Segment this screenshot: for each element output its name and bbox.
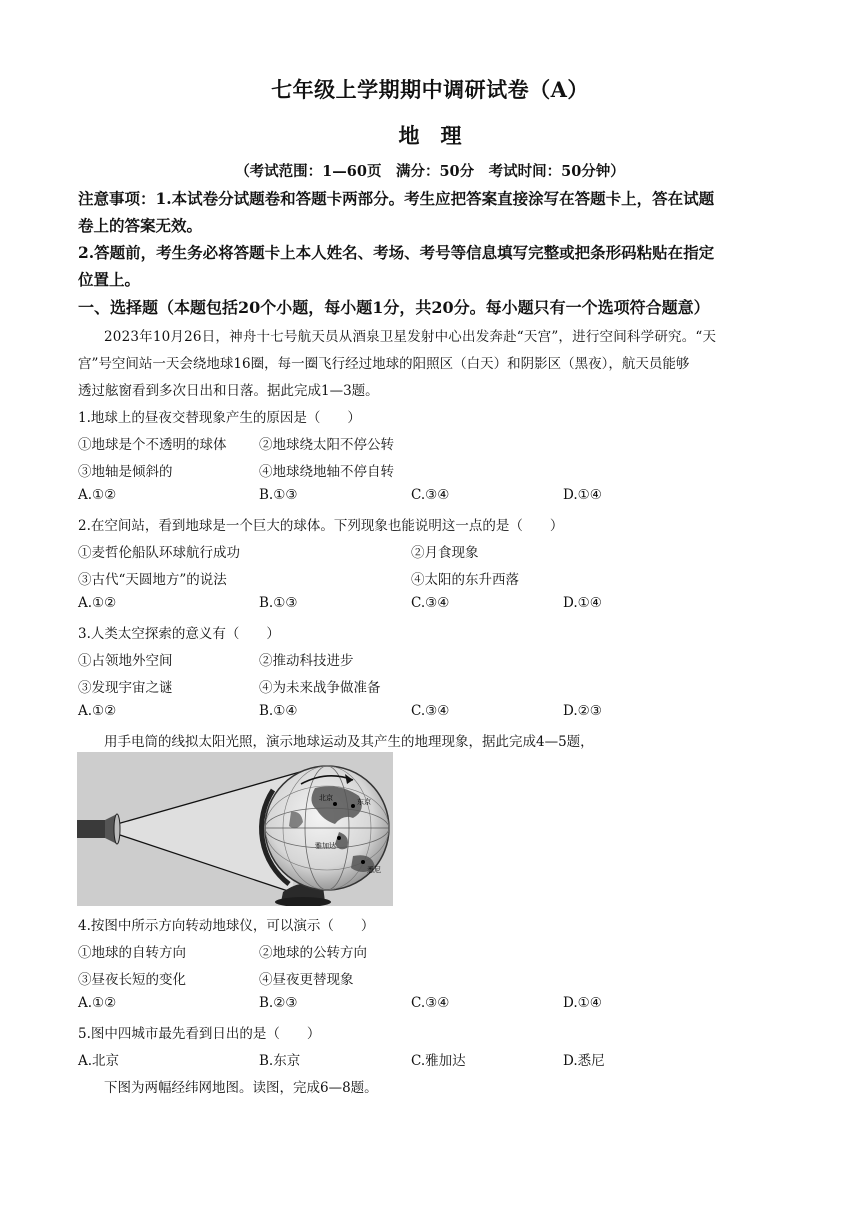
question-1-stem: 1.地球上的昼夜交替现象产生的原因是（ ） [78, 410, 361, 426]
q4-choice-a[interactable]: A.①② [78, 995, 117, 1011]
q4-choice-c[interactable]: C.③④ [411, 995, 450, 1011]
q1-choice-a[interactable]: A.①② [78, 487, 117, 503]
q2-statement-3: ③古代“天圆地方”的说法 [78, 572, 227, 588]
q1-statement-1: ①地球是个不透明的球体 [78, 437, 227, 453]
q3-choice-c[interactable]: C.③④ [411, 703, 450, 719]
q4-statement-2: ②地球的公转方向 [259, 945, 367, 961]
q3-choice-a[interactable]: A.①② [78, 703, 117, 719]
q4-statement-3: ③昼夜长短的变化 [78, 972, 186, 988]
exam-title: 七年级上学期期中调研试卷（A） [271, 77, 589, 102]
q3-choice-b[interactable]: B.①④ [259, 703, 298, 719]
q3-statement-3: ③发现宇宙之谜 [78, 680, 173, 696]
q2-statement-1: ①麦哲伦船队环球航行成功 [78, 545, 240, 561]
passage-1-line-2: 宫”号空间站一天会绕地球16圈，每一圈飞行经过地球的阳照区（白天）和阴影区（黑夜），航天员能够 [78, 356, 690, 372]
q2-choice-c[interactable]: C.③④ [411, 595, 450, 611]
globe-flashlight-illustration [77, 752, 393, 906]
passage-2-line-1: 用手电筒的线拟太阳光照，演示地球运动及其产生的地理现象，据此完成4—5题， [104, 734, 594, 750]
q3-statement-4: ④为未来战争做准备 [259, 680, 381, 696]
q2-statement-4: ④太阳的东升西落 [411, 572, 519, 588]
q1-choice-c[interactable]: C.③④ [411, 487, 450, 503]
q1-statement-4: ④地球绕地轴不停自转 [259, 464, 394, 480]
notice-line-3: 2.答题前，考生务必将答题卡上本人姓名、考场、考号等信息填写完整或把条形码粘贴在指定 [78, 243, 715, 262]
exam-scope: （考试范围：1—60页 满分：50分 考试时间：50分钟） [235, 163, 625, 180]
q3-statement-1: ①占领地外空间 [78, 653, 173, 669]
notice-line-1: 注意事项：1.本试卷分试题卷和答题卡两部分。考生应把答案直接涂写在答题卡上，答在试题 [78, 189, 715, 208]
q4-statement-1: ①地球的自转方向 [78, 945, 186, 961]
passage-3-line-1: 下图为两幅经纬网地图。读图，完成6—8题。 [104, 1080, 378, 1096]
q3-choice-d[interactable]: D.②③ [563, 703, 602, 719]
q5-choice-a[interactable]: A.北京 [78, 1053, 120, 1069]
question-3-stem: 3.人类太空探索的意义有（ ） [78, 626, 280, 642]
passage-1-line-1: 2023年10月26日，神舟十七号航天员从酒泉卫星发射中心出发奔赴“天宫”，进行空间科学研究。“天 [104, 329, 717, 345]
globe-flashlight-figure [77, 752, 393, 906]
q5-choice-c[interactable]: C.雅加达 [411, 1053, 466, 1069]
section-heading: 一、选择题（本题包括20个小题，每小题1分，共20分。每小题只有一个选项符合题意） [78, 298, 710, 317]
q4-choice-b[interactable]: B.②③ [259, 995, 298, 1011]
q1-choice-b[interactable]: B.①③ [259, 487, 298, 503]
q1-statement-3: ③地轴是倾斜的 [78, 464, 173, 480]
q2-statement-2: ②月食现象 [411, 545, 479, 561]
q2-choice-b[interactable]: B.①③ [259, 595, 298, 611]
q1-statement-2: ②地球绕太阳不停公转 [259, 437, 394, 453]
question-2-stem: 2.在空间站，看到地球是一个巨大的球体。下列现象也能说明这一点的是（ ） [78, 518, 564, 534]
city-label-sydney: 悉尼 [367, 866, 381, 874]
question-5-stem: 5.图中四城市最先看到日出的是（ ） [78, 1026, 321, 1042]
q2-choice-d[interactable]: D.①④ [563, 595, 602, 611]
q3-statement-2: ②推动科技进步 [259, 653, 354, 669]
q4-statement-4: ④昼夜更替现象 [259, 972, 354, 988]
q2-choice-a[interactable]: A.①② [78, 595, 117, 611]
notice-line-2: 卷上的答案无效。 [78, 216, 203, 235]
q4-choice-d[interactable]: D.①④ [563, 995, 602, 1011]
subject-title: 地 理 [398, 123, 462, 148]
q1-choice-d[interactable]: D.①④ [563, 487, 602, 503]
q5-choice-d[interactable]: D.悉尼 [563, 1053, 605, 1069]
q5-choice-b[interactable]: B.东京 [259, 1053, 301, 1069]
notice-line-4: 位置上。 [78, 270, 141, 289]
city-label-jakarta: 雅加达 [315, 842, 336, 850]
question-4-stem: 4.按图中所示方向转动地球仪，可以演示（ ） [78, 918, 375, 934]
passage-1-line-3: 透过舷窗看到多次日出和日落。据此完成1—3题。 [78, 383, 379, 399]
city-label-tokyo: 东京 [357, 798, 371, 806]
city-label-beijing: 北京 [319, 794, 333, 802]
